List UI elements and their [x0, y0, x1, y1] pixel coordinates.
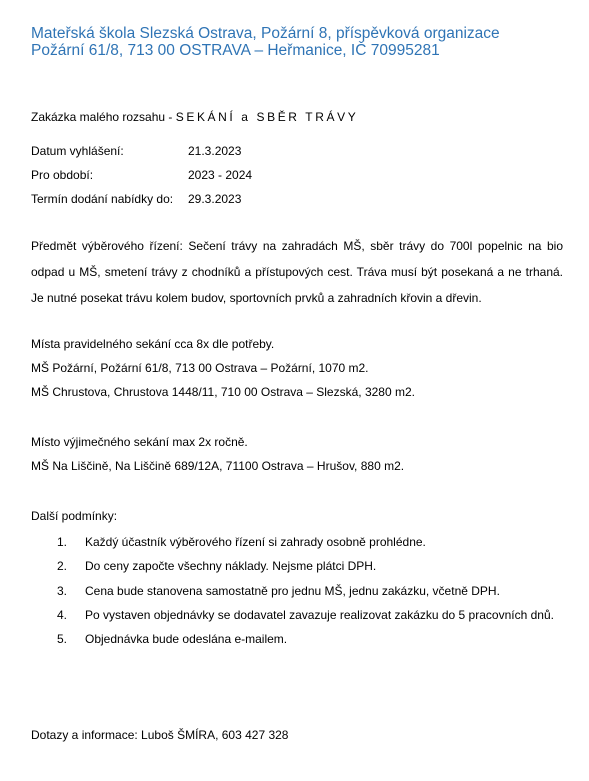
title-subject: SEKÁNÍ a SBĚR TRÁVY — [175, 110, 359, 124]
document-title — [31, 110, 358, 124]
detail-row-period — [31, 168, 252, 182]
detail-label: Pro období: — [31, 168, 94, 182]
list-number: 1. — [56, 535, 67, 549]
list-number: 5. — [56, 632, 67, 647]
list-item — [31, 603, 554, 627]
regular-site: MŠ Chrustova, Chrustova 1448/11, 710 00 Ostrava – Slezská, 3280 m2. — [31, 385, 415, 399]
detail-value: 21.3.2023 — [188, 144, 242, 158]
list-number: 4. — [56, 607, 67, 622]
title-prefix: Zakázka malého rozsahu - — [31, 110, 176, 124]
list-text: Po vystaven objednávky se dodavatel zavazuje realizovat zakázku do 5 pracovních dnů. — [85, 607, 554, 622]
list-text: Do ceny započte všechny náklady. Nejsme plátci DPH. — [85, 559, 377, 574]
regular-mowing-heading: Místa pravidelného sekání cca 8x dle potřeby. — [31, 337, 275, 351]
conditions-heading: Další podmínky: — [31, 509, 118, 523]
subject-paragraph: Předmět výběrového řízení: Sečení trávy na zahradách MŠ, sběr trávy do 700l popelnic na bio odpad u MŠ, smetení trávy z chodníků a přístupových cest. Tráva musí být posekaná a ne trhaná. Je nutné posekat trávu kolem budov, sportovních prvků a zahradních křovin a dřevin. — [31, 239, 563, 305]
list-item — [31, 530, 554, 554]
detail-row-deadline — [31, 192, 241, 206]
org-address-header: Požární 61/8, 713 00 OSTRAVA – Heřmanice, IČ 70995281 — [31, 42, 440, 59]
list-number: 2. — [56, 559, 67, 574]
list-text: Každý účastník výběrového řízení si zahrady osobně prohlédne. — [85, 535, 426, 549]
detail-label: Datum vyhlášení: — [31, 144, 124, 158]
org-name-header: Mateřská škola Slezská Ostrava, Požární 8, příspěvková organizace — [31, 25, 500, 42]
detail-value: 29.3.2023 — [188, 192, 242, 206]
list-item — [31, 579, 554, 603]
exceptional-mowing-heading: Místo výjimečného sekání max 2x ročně. — [31, 435, 248, 449]
list-item — [31, 627, 554, 651]
detail-label: Termín dodání nabídky do: — [31, 192, 174, 206]
list-text: Objednávka bude odeslána e-mailem. — [85, 632, 288, 647]
list-text: Cena bude stanovena samostatně pro jednu MŠ, jednu zakázku, včetně DPH. — [85, 583, 500, 598]
list-number: 3. — [56, 583, 67, 598]
list-item — [31, 554, 554, 578]
conditions-list — [31, 530, 554, 651]
detail-row-announcement — [31, 144, 241, 158]
exceptional-site: MŠ Na Liščině, Na Liščině 689/12A, 71100 Ostrava – Hrušov, 880 m2. — [31, 459, 405, 473]
contact-line: Dotazy a informace: Luboš ŠMÍRA, 603 427 328 — [31, 728, 289, 742]
detail-value: 2023 - 2024 — [188, 168, 253, 182]
regular-site: MŠ Požární, Požární 61/8, 713 00 Ostrava – Požární, 1070 m2. — [31, 361, 369, 375]
